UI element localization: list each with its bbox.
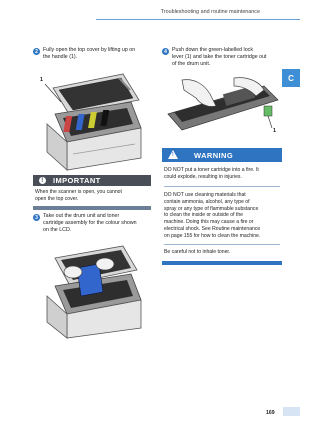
warning-line: machine. Doing this may cause a fire or bbox=[164, 219, 254, 226]
warning-line: electrical shock. See Routine maintenance bbox=[164, 225, 261, 232]
warning-item-3 bbox=[164, 249, 282, 256]
warning-line: on page 155 for how to clean the machine. bbox=[164, 232, 261, 239]
running-header: Troubleshooting and routine maintenance bbox=[160, 9, 260, 15]
important-line: When the scanner is open, you cannot bbox=[35, 189, 122, 195]
warning-line: contain ammonia, alcohol, any type of bbox=[164, 198, 250, 205]
warning-bar bbox=[162, 148, 282, 162]
step-4-line: Push down the green-labelled lock bbox=[172, 47, 253, 53]
important-line: open the top cover. bbox=[35, 195, 79, 202]
step-3-line: Take out the drum unit and toner bbox=[43, 213, 120, 219]
warning-item-1 bbox=[164, 167, 282, 181]
figure-callout-1: 1 bbox=[40, 77, 43, 83]
step-3-line: cartridge assembly for the colour shown bbox=[43, 220, 137, 227]
important-bar bbox=[33, 175, 151, 186]
warning-end-bar bbox=[162, 261, 282, 265]
important-title: IMPORTANT bbox=[53, 176, 101, 185]
warning-line: spray or any type of flammable substance bbox=[164, 205, 259, 212]
step-2-line: the handle (1). bbox=[43, 54, 78, 61]
step-3-text bbox=[43, 213, 155, 235]
warning-line: Be careful not to inhale toner. bbox=[164, 249, 231, 255]
figure-callout-1-toner: 1 bbox=[273, 128, 276, 134]
important-end-bar bbox=[33, 206, 151, 210]
important-text bbox=[35, 189, 151, 203]
top-cover-illustration bbox=[33, 66, 151, 171]
step-4-line: lever (1) and take the toner cartridge out bbox=[172, 54, 267, 61]
warning-item-2 bbox=[164, 192, 282, 240]
step-3-line: on the LCD. bbox=[43, 227, 72, 234]
section-tab[interactable]: C bbox=[282, 69, 300, 87]
warning-line: could explode, resulting in injuries. bbox=[164, 173, 242, 180]
page-strip bbox=[283, 407, 300, 416]
warning-separator bbox=[164, 244, 280, 245]
step-4-number: 4 bbox=[162, 48, 169, 55]
warning-mark: ! bbox=[172, 152, 175, 158]
step-4-line: of the drum unit. bbox=[172, 61, 211, 68]
drum-unit-illustration bbox=[33, 240, 151, 340]
step-3-number: 3 bbox=[33, 214, 40, 221]
warning-line: DO NOT use cleaning materials that bbox=[164, 192, 246, 198]
warning-separator bbox=[164, 186, 280, 187]
step-4-text bbox=[172, 47, 282, 69]
step-2-line: Fully open the top cover by lifting up on bbox=[43, 47, 136, 53]
toner-lever-illustration bbox=[164, 76, 282, 138]
step-2-text bbox=[43, 47, 153, 61]
exclamation-icon: ! bbox=[39, 177, 46, 184]
warning-line: to clean the inside or outside of the bbox=[164, 212, 244, 219]
header-rule bbox=[96, 19, 300, 20]
warning-title: WARNING bbox=[194, 150, 234, 160]
page-number: 169 bbox=[266, 410, 275, 416]
warning-line: DO NOT put a toner cartridge into a fire. It bbox=[164, 167, 259, 173]
step-2-number: 2 bbox=[33, 48, 40, 55]
